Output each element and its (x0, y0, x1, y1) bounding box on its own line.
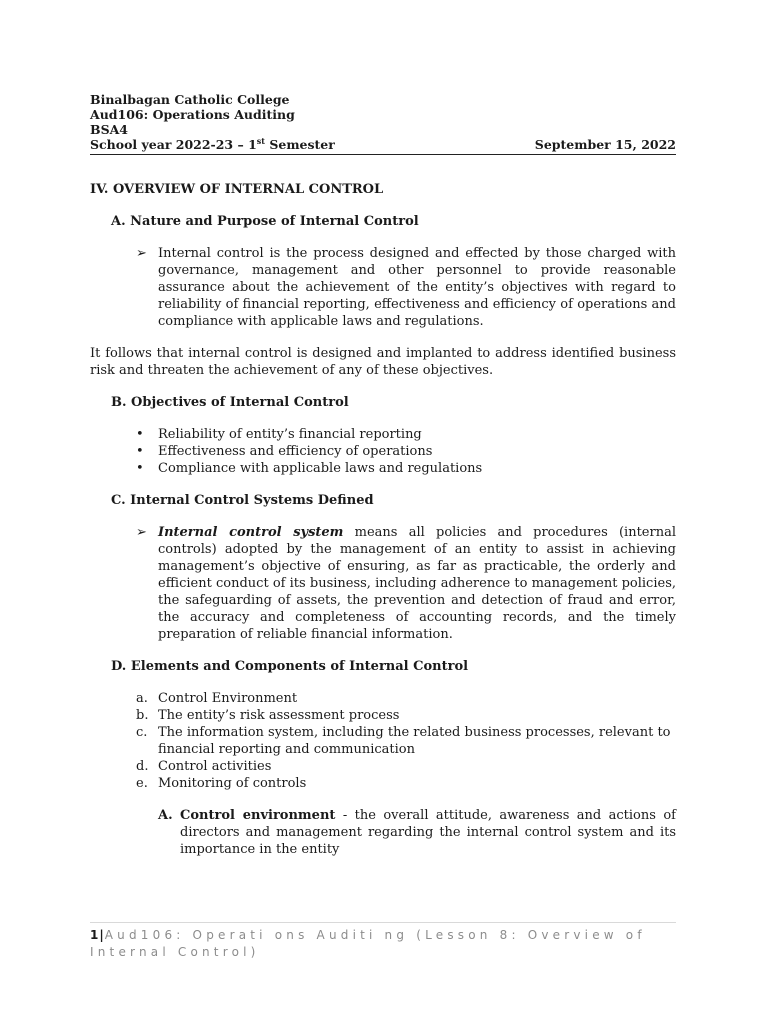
list-item: • Compliance with applicable laws and regulations (136, 461, 483, 476)
page-number: 1 (90, 928, 100, 942)
list-item: c. The information system, including the related business processes, relevant to financial reporting and communication (136, 725, 671, 757)
list-item: a. Control Environment (136, 691, 298, 706)
page-footer (90, 922, 676, 961)
list-item: d. Control activities (136, 759, 272, 774)
list-item: • Reliability of entity’s financial reporting (136, 427, 422, 442)
definition-point: ➢ Internal control system means all policies and procedures (internal controls) adopted by the management of an entity to assist in achieving management’s objective of ensuring, as far as practicable, the orderly and efficient conduct of its business, including adherence to management policies, the safeguarding of assets, the prevention and detection of fraud and error, the accuracy and completeness of accounting records, and the timely preparation of reliable financial information. (136, 525, 676, 642)
school-year: School year 2022-23 – 1st Semester (90, 135, 335, 152)
list-item: • Effectiveness and efficiency of operations (136, 444, 433, 459)
follow-paragraph: It follows that internal control is designed and implanted to address identified business risk and threaten the achievement of any of these objectives. (90, 346, 676, 378)
arrow-bullet-icon: ➢ (136, 246, 147, 261)
heading-systems-defined: C. Internal Control Systems Defined (111, 493, 374, 508)
section-name: BSA4 (90, 122, 128, 137)
document-header (90, 92, 676, 155)
objectives-list (90, 426, 676, 477)
elements-list (90, 690, 676, 792)
heading-nature-purpose: A. Nature and Purpose of Internal Control (111, 214, 419, 229)
document-page (90, 92, 676, 858)
footer-separator: | (99, 928, 105, 942)
school-year-row (90, 137, 676, 155)
section-title: IV. OVERVIEW OF INTERNAL CONTROL (90, 182, 384, 197)
control-environment-term: Control environment (180, 808, 336, 823)
bullet-icon: • (136, 444, 144, 459)
list-item: b. The entity’s risk assessment process (136, 708, 400, 723)
college-name: Binalbagan Catholic College (90, 92, 290, 107)
footer-text: Aud106: Operati ons Auditi ng (Lesson 8: Overview of Internal Control) (90, 928, 646, 959)
document-date: September 15, 2022 (534, 137, 676, 152)
course-name: Aud106: Operations Auditing (90, 107, 295, 122)
nature-point: ➢ Internal control is the process designed and effected by those charged with governance, management and other personnel to provide reasonable assurance about the achievement of the entity’s objectives with regard to reliability of financial reporting, effectiveness and efficiency of operations and compliance with applicable laws and regulations. (136, 246, 676, 329)
bullet-icon: • (136, 427, 144, 442)
list-item: e. Monitoring of controls (136, 776, 307, 791)
heading-elements: D. Elements and Components of Internal Control (111, 659, 469, 674)
control-environment-item: A. Control environment - the overall attitude, awareness and actions of directors and management regarding the internal control system and its importance in the entity (158, 808, 676, 857)
arrow-bullet-icon: ➢ (136, 525, 147, 540)
bullet-icon: • (136, 461, 144, 476)
defined-term: Internal control system (158, 525, 344, 540)
heading-objectives: B. Objectives of Internal Control (111, 395, 349, 410)
